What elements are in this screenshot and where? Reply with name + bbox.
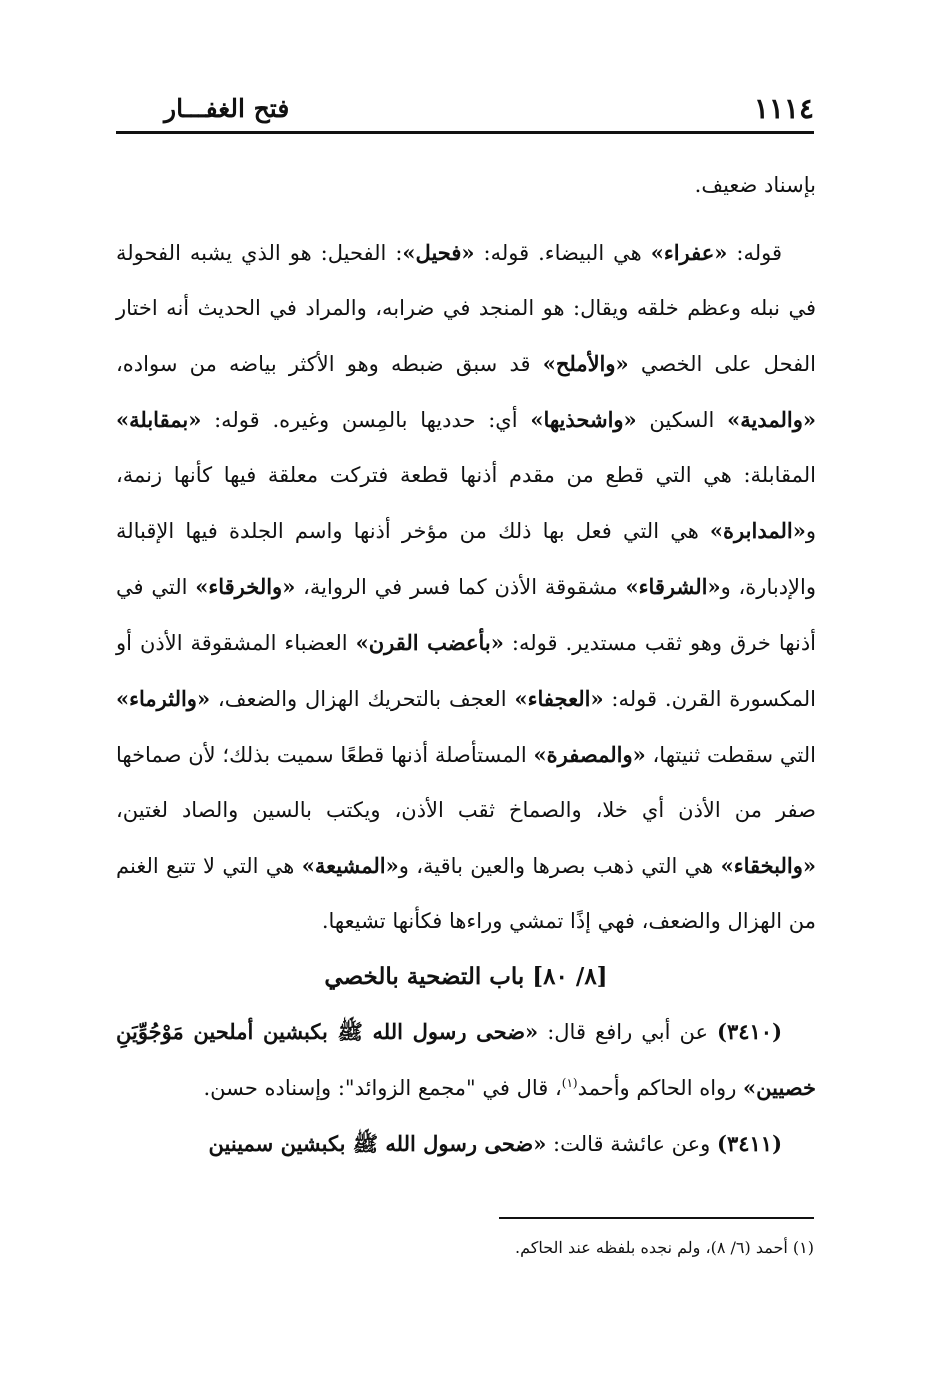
main-text bbox=[116, 158, 816, 1172]
text-run: التي سقطت ثنيتها، bbox=[645, 743, 816, 767]
running-title: فتح الغفـــار bbox=[164, 94, 290, 123]
term-bakhqa: «والبخقاء» bbox=[720, 853, 816, 878]
text-run: التي في أذنها خرق وهو ثقب مستدير. قوله: bbox=[116, 575, 816, 655]
text-run: هي التي فعل بها ذلك من مؤخر أذنها واسم الجلدة فيها الإقبالة والإدبارة، و bbox=[116, 519, 816, 599]
text-run: : الفحيل: هو الذي يشبه الفحولة في نبله وعظم خلقه ويقال: هو المنجد في ضرابه، والمراد في الحديث أنه اختار الفحل على الخصي bbox=[116, 241, 816, 376]
text-run: قوله: bbox=[727, 241, 783, 265]
hadith-matn: «ضحى رسول الله ﷺ بكبشين أملحين مَوْجُوِّيَنِ خصيين» bbox=[116, 1019, 816, 1100]
paragraph-isnad: بإسناد ضعيف. bbox=[694, 173, 816, 197]
hadith-number: (٣٤١٠) bbox=[717, 1019, 782, 1044]
text-run: عن أبي رافع قال: bbox=[538, 1020, 717, 1044]
hadith-number: (٣٤١١) bbox=[717, 1131, 782, 1156]
term-adab-qarn: «بأعضب القرن» bbox=[355, 630, 504, 655]
text-run: العضباء المشقوقة الأذن أو المكسورة القرن. قوله: bbox=[116, 631, 816, 711]
term-mudabara: «المدابرة» bbox=[709, 518, 806, 543]
paragraph-commentary bbox=[116, 225, 816, 949]
text-run: السكين bbox=[636, 408, 728, 432]
term-musfara: «والمصفرة» bbox=[533, 742, 646, 767]
text-run: رواه الحاكم وأحمد bbox=[577, 1076, 744, 1100]
text-run: أي: حدديها بالمِسن وغيره. قوله: bbox=[201, 408, 531, 432]
footnote: (١) أحمد (٦/ ٨)، ولم نجده بلفظه عند الحاكم. bbox=[515, 1238, 814, 1257]
term-muqabala: «بمقابلة» bbox=[116, 407, 202, 432]
page-number: ١١١٤ bbox=[753, 92, 814, 125]
term-ishhadhiha: «واشحذيها» bbox=[530, 407, 637, 432]
text-run: ، قال في "مجمع الزوائد": وإسناده حسن. bbox=[203, 1076, 562, 1100]
text-run: المقابلة: هي التي قطع من مقدم أذنها قطعة فتركت معلقة فيها كأنها زنمة، و bbox=[116, 463, 816, 543]
hadith-3410 bbox=[116, 1004, 816, 1116]
text-run: العجف بالتحريك الهزال والضعف، bbox=[210, 687, 515, 711]
text-run: مشقوقة الأذن كما فسر في الرواية، bbox=[295, 575, 626, 599]
term-sharqa: «الشرقاء» bbox=[625, 574, 721, 599]
paragraph-gap bbox=[116, 213, 816, 225]
text-run: وعن عائشة قالت: bbox=[546, 1132, 717, 1156]
footnote-reference[interactable]: (١) bbox=[561, 1076, 578, 1090]
text-run: هي التي لا تتبع الغنم من الهزال والضعف، فهي إذًا تمشي وراءها فكأنها تشيعها. bbox=[116, 854, 816, 933]
term-amlah: «والأملح» bbox=[542, 351, 629, 376]
term-mushayyia: «المشيعة» bbox=[301, 853, 399, 878]
text-run: المستأصلة أذنها قطعًا سميت بذلك؛ لأن صماخها صفر من الأذن أي خلا، والصماخ ثقب الأذن، ويكتب بالسين والصاد لغتين، bbox=[116, 743, 816, 822]
term-fahil: «فحيل» bbox=[402, 240, 475, 265]
term-afra: «عفراء» bbox=[650, 240, 728, 265]
header-rule bbox=[116, 131, 814, 134]
section-heading: [٨/ ٨٠] باب التضحية بالخصي bbox=[324, 963, 608, 990]
footnote-separator bbox=[499, 1217, 814, 1219]
hadith-matn: «ضحى رسول الله ﷺ بكبشين سمينين bbox=[208, 1131, 547, 1156]
text-run: هي التي ذهب بصرها والعين باقية، و bbox=[398, 854, 721, 878]
page-header bbox=[116, 88, 814, 132]
term-mudya: «والمدية» bbox=[727, 407, 816, 432]
term-kharqa: «والخرقاء» bbox=[195, 574, 296, 599]
text-run: قد سبق ضبطه وهو الأكثر بياضه من سواده، bbox=[116, 352, 543, 376]
term-ajfa: «العجفاء» bbox=[514, 686, 604, 711]
term-tharma: «والثرماء» bbox=[116, 686, 211, 711]
hadith-3411 bbox=[116, 1116, 816, 1172]
text-run: هي البيضاء. قوله: bbox=[474, 241, 651, 265]
